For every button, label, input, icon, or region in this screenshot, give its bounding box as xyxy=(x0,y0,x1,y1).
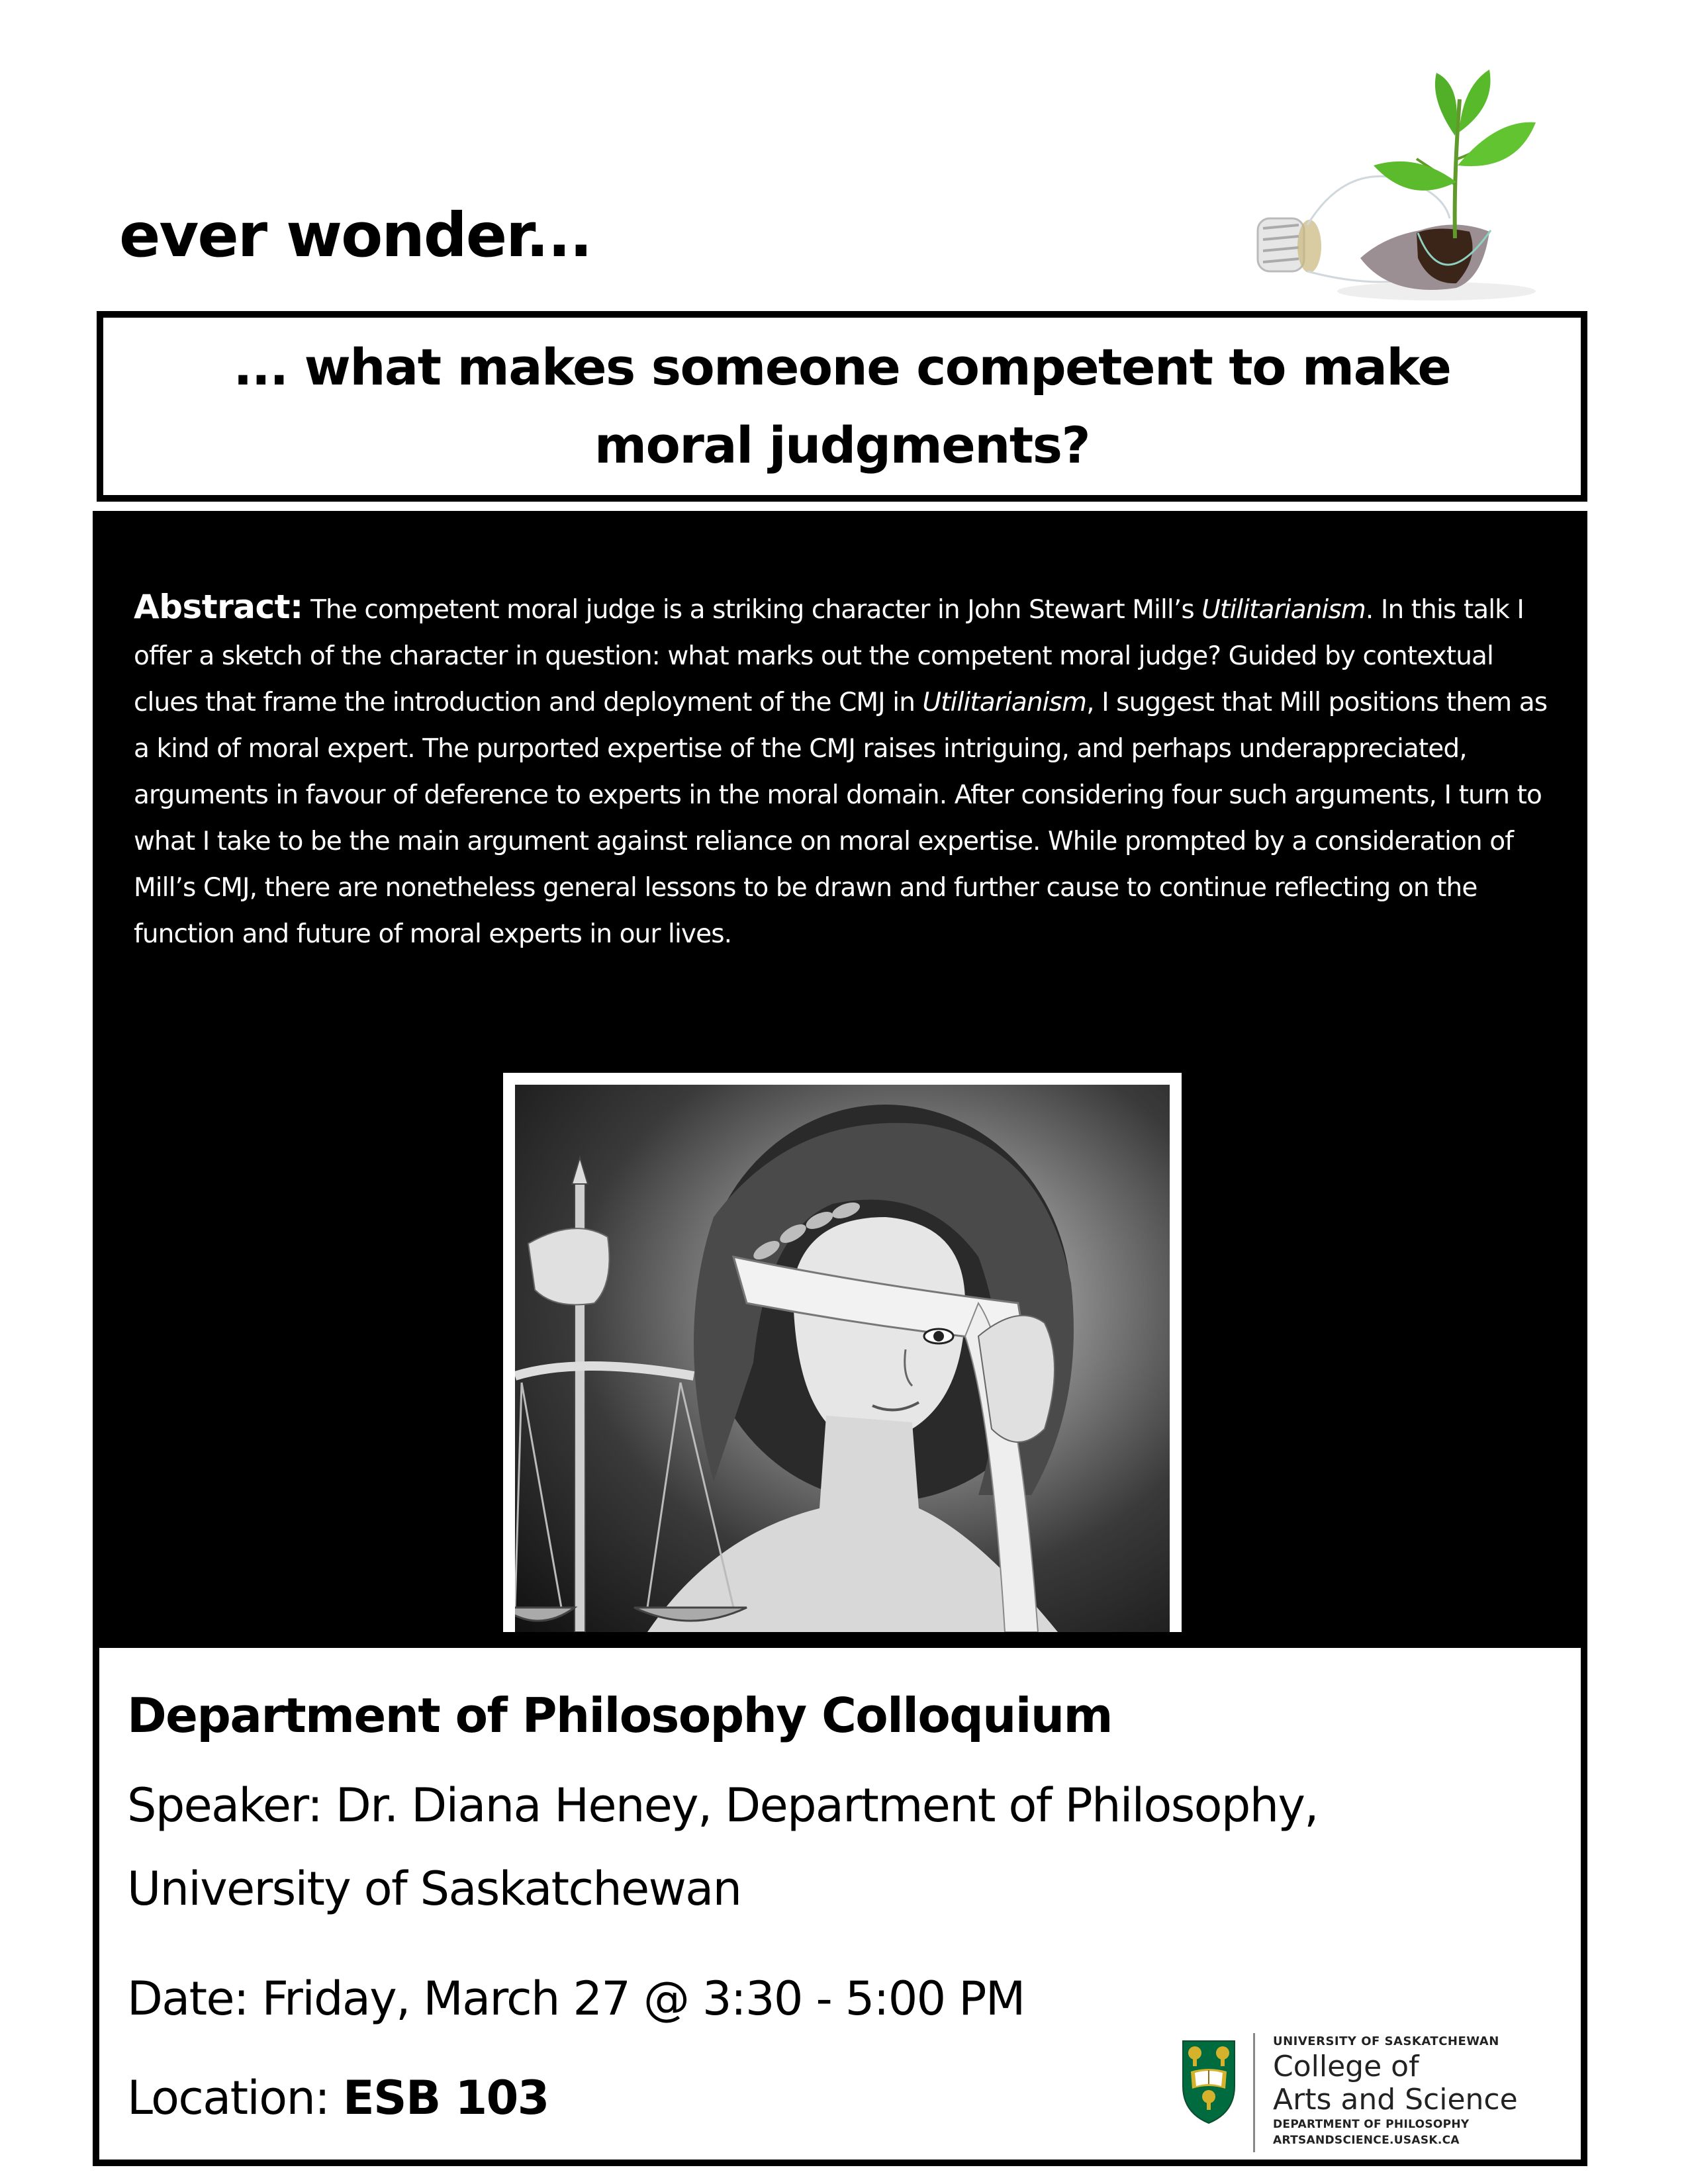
question-box xyxy=(97,311,1587,502)
event-info-box xyxy=(93,1645,1587,2166)
abstract-seg-4: , I suggest that Mill positions them as a kind of moral expert. The purported expertise of the CMJ raises intriguing, and perhaps underappreciated, arguments in favour of deference to experts in the moral domain. After considering four such arguments, I turn to what I take to be the main argument against reliance on moral expertise. While prompted by a consideration of Mill’s CMJ, there are nonetheless general lessons to be drawn and further cause to continue reflecting on the function and future of moral experts in our lives. xyxy=(134,688,1548,949)
abstract-label: Abstract: xyxy=(134,588,303,626)
date-label: Date: xyxy=(127,1972,248,2026)
speaker-line-1: Speaker: Dr. Diana Heney, Department of Philosophy, xyxy=(127,1778,1318,1833)
logo-college-line1: College of xyxy=(1273,2050,1419,2083)
abstract-text xyxy=(134,584,1550,958)
abstract-seg-1-italic: Utilitarianism xyxy=(1201,595,1366,625)
logo-college-line2: Arts and Science xyxy=(1273,2083,1518,2116)
abstract-seg-3-italic: Utilitarianism xyxy=(922,688,1087,717)
event-date xyxy=(127,1966,1025,2032)
logo-text xyxy=(1273,2033,1518,2148)
usask-logo xyxy=(1168,1979,1592,2151)
lady-justice-illustration xyxy=(515,1085,1170,1632)
logo-divider xyxy=(1253,2033,1255,2152)
location-value: ESB 103 xyxy=(342,2071,549,2125)
logo-department: DEPARTMENT OF PHILOSOPHY xyxy=(1273,2118,1470,2131)
date-value: Friday, March 27 @ 3:30 - 5:00 PM xyxy=(261,1972,1025,2026)
event-title: Department of Philosophy Colloquium xyxy=(127,1688,1112,1743)
bulb-base-icon xyxy=(1258,218,1321,273)
event-location xyxy=(127,2065,549,2131)
headline: ever wonder... xyxy=(119,200,592,271)
illustration-frame xyxy=(503,1073,1182,1632)
logo-website: ARTSANDSCIENCE.USASK.CA xyxy=(1273,2134,1460,2147)
usask-shield-icon xyxy=(1182,2040,1236,2124)
abstract-seg-0: The competent moral judge is a striking character in John Stewart Mill’s xyxy=(303,595,1202,625)
location-label: Location: xyxy=(127,2071,330,2125)
speaker-line-2: University of Saskatchewan xyxy=(127,1862,741,1916)
question-text: ... what makes someone competent to make moral judgments? xyxy=(233,338,1451,475)
lightbulb-sprout-image xyxy=(1244,60,1556,311)
logo-university: UNIVERSITY OF SASKATCHEWAN xyxy=(1273,2034,1499,2048)
abstract-seg-2: . In this talk I offer a sketch of the character in question: what marks out the competent moral judge? Guided by contextual clues that frame the introduction and deployment of the CMJ in xyxy=(134,595,1524,717)
abstract-panel xyxy=(93,511,1587,1647)
